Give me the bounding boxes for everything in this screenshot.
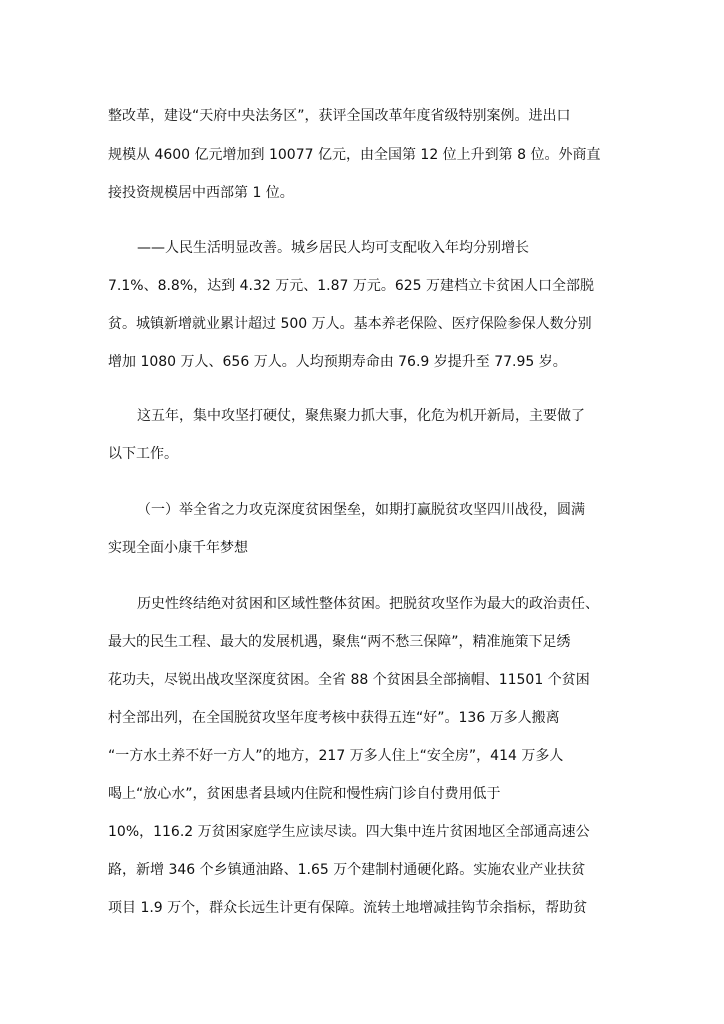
paragraph-line: 花功夫，尽锐出战攻坚深度贫困。全省 88 个贫困县全部摘帽、11501 个贫困	[108, 672, 590, 688]
section-heading-line: （一）举全省之力攻克深度贫困堡垒，如期打赢脱贫攻坚四川战役，圆满	[137, 502, 585, 518]
paragraph-line: 项目 1.9 万个，群众长远生计更有保障。流转土地增减挂钩节余指标，帮助贫	[108, 900, 588, 916]
paragraph-line: 接投资规模居中西部第 1 位。	[108, 185, 294, 201]
section-heading-line: 实现全面小康千年梦想	[108, 540, 248, 556]
paragraph-line: 最大的民生工程、最大的发展机遇，聚焦“两不愁三保障”，精准施策下足绣	[108, 634, 571, 650]
paragraph-line: “一方水土养不好一方人”的地方，217 万多人住上“安全房”，414 万多人	[108, 748, 564, 764]
paragraph-line: 贫。城镇新增就业累计超过 500 万人。基本养老保险、医疗保险参保人数分别	[108, 316, 592, 332]
paragraph-line: 整改革，建设“天府中央法务区”，获评全国改革年度省级特别案例。进出口	[108, 108, 571, 124]
paragraph-line: 规模从 4600 亿元增加到 10077 亿元，由全国第 12 位上升到第 8 位。外商直	[108, 147, 601, 163]
paragraph-line: 7.1%、8.8%，达到 4.32 万元、1.87 万元。625 万建档立卡贫困人口全部脱	[108, 278, 594, 294]
paragraph-line: 喝上“放心水”，贫困患者县域内住院和慢性病门诊自付费用低于	[108, 786, 501, 802]
paragraph-line: 村全部出列，在全国脱贫攻坚年度考核中获得五连“好”。136 万多人搬离	[108, 710, 560, 726]
paragraph-line: 路，新增 346 个乡镇通油路、1.65 万个建制村通硬化路。实施农业产业扶贫	[108, 862, 586, 878]
paragraph-line: 这五年，集中攻坚打硬仗，聚焦聚力抓大事，化危为机开新局，主要做了	[137, 408, 585, 424]
paragraph-line: 以下工作。	[108, 446, 178, 462]
paragraph-line: 历史性终结绝对贫困和区域性整体贫困。把脱贫攻坚作为最大的政治责任、	[137, 596, 599, 612]
paragraph-line: ——人民生活明显改善。城乡居民人均可支配收入年均分别增长	[137, 240, 529, 256]
paragraph-line: 10%，116.2 万贫困家庭学生应读尽读。四大集中连片贫困地区全部通高速公	[108, 824, 590, 840]
paragraph-line: 增加 1080 万人、656 万人。人均预期寿命由 76.9 岁提升至 77.95 岁。	[108, 354, 567, 370]
